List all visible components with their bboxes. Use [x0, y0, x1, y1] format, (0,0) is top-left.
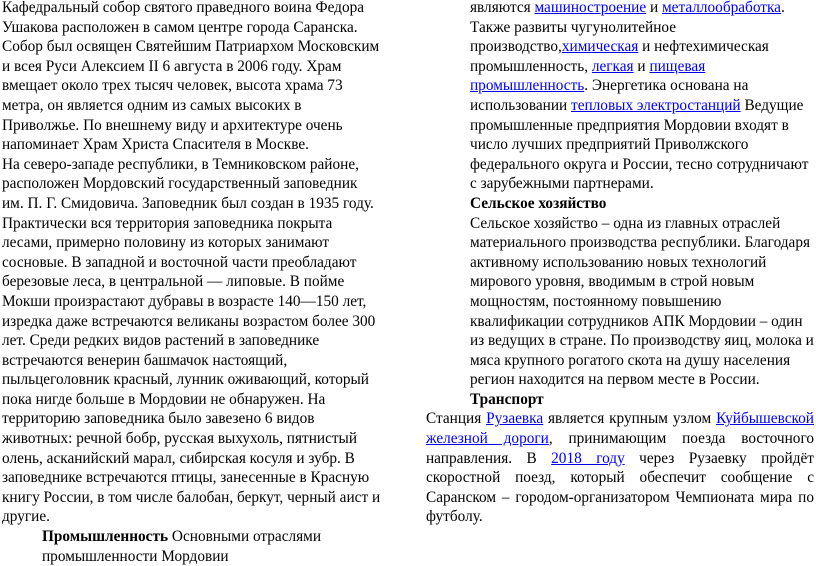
text: через Рузаевку пройдёт скоростной поезд, который обеспечит сообщение с Саранском – городом-организатором Чемпионата мира по футболу. [426, 449, 814, 526]
text: и [646, 0, 662, 16]
text: , принимающим поезда восточного направления. В [426, 430, 814, 467]
text: Станция [426, 410, 487, 428]
agriculture-paragraph: Сельское хозяйство – одна из главных отраслей материального производства республики. Благодаря активному использованию новых технологий мирового уровня, вводимым в строй новым мощностям, постоянному повышению квалификации сотрудников АПК Мордовии – один из ведущих в стране. По производству яиц, молока и мяса крупного рогатого скота на душу населения регион находится на первом месте в России. [470, 214, 814, 389]
link-thermal-power-plants[interactable]: тепловых электростанций [571, 96, 741, 114]
transport-paragraph [426, 409, 814, 527]
link-food-industry[interactable]: пищевая промышленность [470, 57, 706, 95]
industry-continuation-paragraph [426, 0, 814, 194]
industry-heading: Промышленность [42, 528, 169, 546]
text: являются [470, 0, 535, 16]
text: и [633, 57, 650, 75]
text: и нефтехимическая промышленность, [470, 38, 769, 75]
industry-paragraph [2, 527, 382, 566]
link-chemical[interactable]: химическая [561, 38, 639, 56]
link-2018[interactable]: 2018 году [551, 449, 625, 467]
link-ruzaevka[interactable]: Рузаевка [486, 410, 544, 428]
link-light-industry[interactable]: легкая [591, 57, 634, 75]
text: Ведущие промышленные предприятия Мордовии входят в число лучших предприятий Приволжского федерального округа и России, тесно сотрудничают с зарубежными партнерами. [470, 96, 809, 193]
text: . Энергетика основана на использовании [470, 77, 749, 114]
transport-heading-text: Транспорт [470, 390, 544, 408]
link-kuibyshev-railway[interactable]: Куйбышевской железной дороги [426, 410, 814, 448]
link-mechanical-engineering[interactable]: машиностроение [534, 0, 647, 16]
industry-intro: Основными отраслями промышленности Мордовии [42, 528, 322, 565]
transport-heading [426, 390, 814, 410]
reserve-paragraph: На северо-западе республики, в Темниковском районе, расположен Мордовский государственный заповедник им. П. Г. Смидовича. Заповедник был создан в 1935 году. Практически вся территория заповедника покрыта лесами, примерно половину из которых занимают сосновые. В западной и восточной части преобладают березовые леса, в центральной — липовые. В пойме Мокши произрастают дубравы в возрасте 140—150 лет, изредка даже встречаются великаны возрастом более 300 лет. Среди редких видов растений в заповеднике встречаются венерин башмачок настоящий, пыльцеголовник красный, лунник оживающий, который пока нигде больше в Мордовии не обнаружен. На территорию заповедника было завезено 6 видов животных: речной бобр, русская выхухоль, пятнистый олень, асканийский марал, сибирская косуля и зубр. В заповеднике встречаются птицы, занесенные в Красную книгу России, в том числе балобан, беркут, черный аист и другие. [2, 155, 381, 526]
agriculture-heading-text: Сельское хозяйство [470, 194, 607, 212]
cathedral-paragraph: Кафедральный собор святого праведного воина Федора Ушакова расположен в самом центре города Саранска. Собор был освящен Святейшим Патриархом Московским и всея Руси Алексием II 6 августа в 2006 году. Храм вмещает около трех тысяч человек, высота храма 73 метра, он является одним из самых высоких в Приволжье. По внешнему виду и архитектуре очень напоминает Храм Христа Спасителя в Москве. [2, 0, 380, 154]
link-metalworking[interactable]: металлообработка [661, 0, 781, 16]
left-column [2, 0, 382, 566]
right-column [426, 0, 814, 527]
agriculture-heading [426, 194, 814, 214]
text: является крупным узлом [543, 410, 717, 428]
text: . Также развиты чугунолитейное производство, [470, 0, 785, 56]
